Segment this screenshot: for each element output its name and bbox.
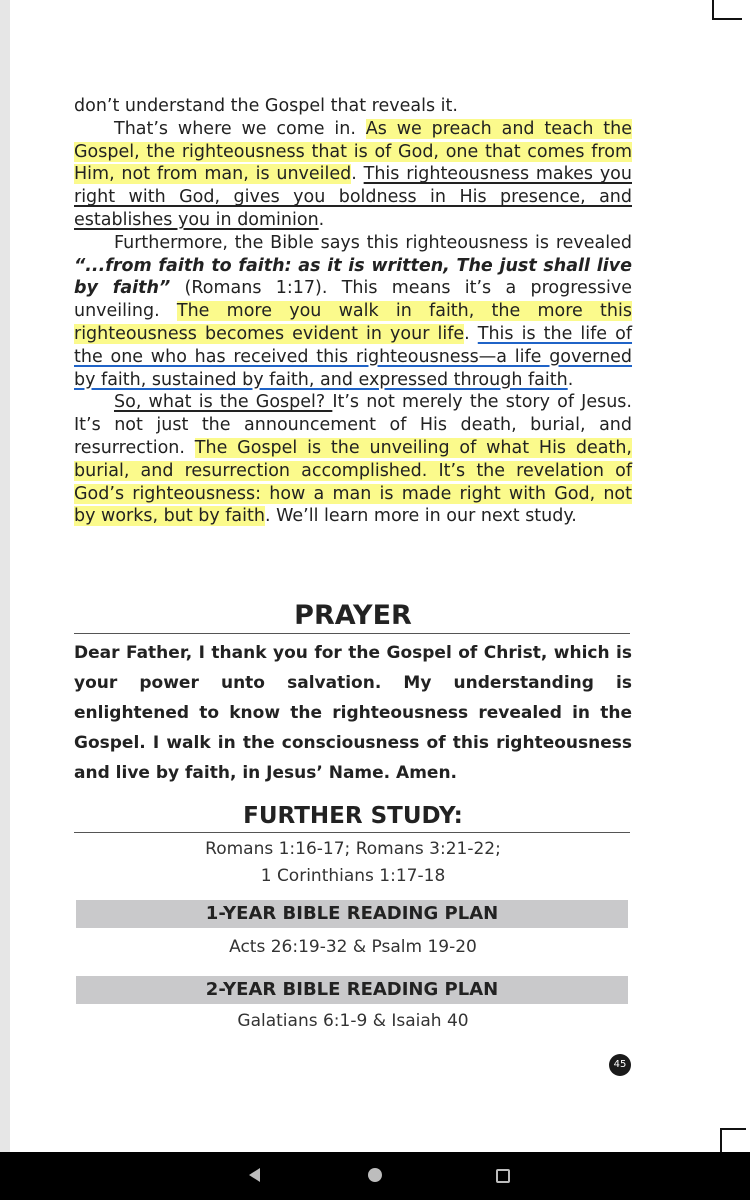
highlight-1: As we preach and teach the Gospel, the righteousness that is of God, one that comes from Him, not from man, is unveiled [74, 118, 632, 185]
system-nav-bar [0, 1152, 750, 1200]
further-study-line-2: 1 Corinthians 1:17-18 [260, 866, 446, 886]
underline-1: This righteousness makes you right with God, gives you boldness in His presence, and establishes you in dominion [74, 164, 632, 230]
underline-2: So, what is the Gospel? [114, 392, 333, 413]
scripture-quote: “...from faith to faith: as it is written, The just shall live by faith” [74, 255, 632, 299]
paragraph-3: So, what is the Gospel? It’s not merely the story of Jesus. It’s not just the announcement of His death, burial, and resurrection. The Gospel is the unveiling of what His death, burial, and resurrection accomplished. It’s the revelation of God’s righteousness: how a man is made right with God, not by works, but by faith. We’ll learn more in our next study. [74, 392, 632, 527]
further-study-line-1: Romans 1:16-17; Romans 3:21-22; [205, 839, 501, 859]
highlight-3: The Gospel is the unveiling of what His death, burial, and resurrection accomplished. It’s the revelation of God’s righteousness: how a man is made right with God, not by works, but by faith [74, 437, 632, 527]
body-text [74, 95, 632, 528]
crop-mark-top [712, 0, 742, 20]
home-icon[interactable] [368, 1168, 382, 1182]
prayer-divider [74, 633, 630, 634]
plan-2-reading: Galatians 6:1-9 & Isaiah 40 [237, 1011, 469, 1031]
paragraph-2: Furthermore, the Bible says this righteousness is revealed “...from faith to faith: as it is written, The just shall live by faith” (Romans 1:17). This means it’s a progressive unveiling. The more you walk in faith, the more this righteousness becomes evident in your life. This is the life of the one who has received this righteousness—a life governed by faith, sustained by faith, and expressed through faith. [74, 232, 633, 390]
further-study-title: FURTHER STUDY: [243, 803, 463, 829]
blue-underline: This is the life of the one who has received this righteousness—a life governed by faith, sustained by faith, and expressed through faith [74, 323, 633, 390]
page-number-badge: 45 [609, 1054, 631, 1076]
prayer-title: PRAYER [294, 600, 412, 631]
paragraph-0: don’t understand the Gospel that reveals it. [74, 96, 458, 116]
highlight-2: The more you walk in faith, the more this righteousness becomes evident in your life [74, 301, 632, 344]
recents-icon[interactable] [496, 1169, 510, 1183]
plan-2-title: 2-YEAR BIBLE READING PLAN [76, 976, 628, 1004]
back-icon[interactable] [249, 1168, 260, 1182]
paragraph-1: That’s where we come in. As we preach and teach the Gospel, the righteousness that is of God, one that comes from Him, not from man, is unveiled. This righteousness makes you right with God, gives you boldness in His presence, and establishes you in dominion. [74, 118, 632, 230]
plan-1-title: 1-YEAR BIBLE READING PLAN [76, 900, 628, 928]
further-study-divider [74, 832, 630, 833]
prayer-text: Dear Father, I thank you for the Gospel of Christ, which is your power unto salvation. My understanding is enlightened to know the righteousness revealed in the Gospel. I walk in the consciousness of this righteousness and live by faith, in Jesus’ Name. Amen. [74, 643, 632, 783]
crop-mark-bottom [720, 1128, 746, 1152]
plan-1-reading: Acts 26:19-32 & Psalm 19-20 [229, 937, 477, 957]
